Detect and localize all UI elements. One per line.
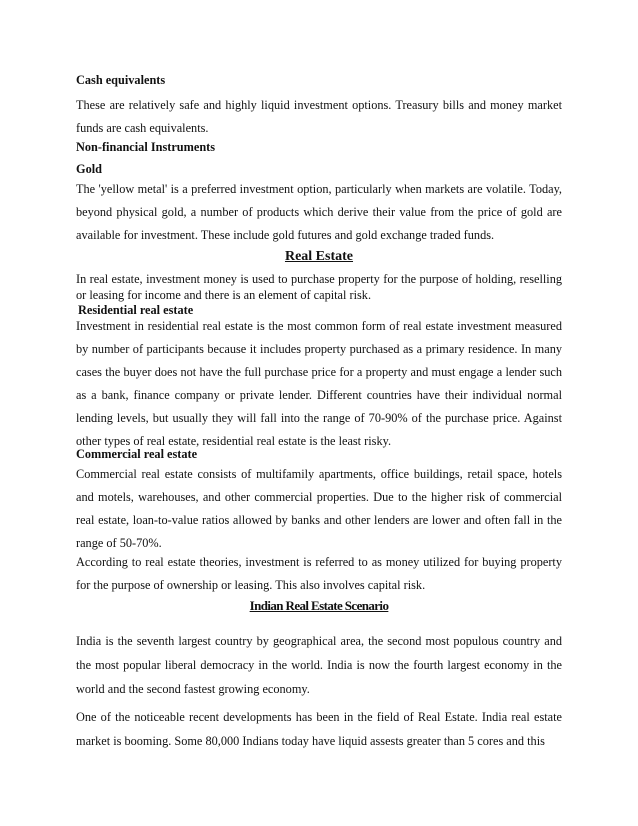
gold-heading: Gold: [76, 162, 102, 176]
non-financial-heading: Non-financial Instruments: [76, 140, 216, 154]
commercial-text-2: According to real estate theories, investment is referred to as money utilized for buying property for the purpose of ownership or leasing. This also involves capital risk.: [76, 555, 562, 592]
gold-text: The 'yellow metal' is a preferred investment option, particularly when markets are volatile. Today, beyond physical gold, a number of products which derive their value from the price of gold are available for investment. These include gold futures and gold exchange traded funds.: [76, 182, 562, 242]
commercial-text: Commercial real estate consists of multifamily apartments, office buildings, retail space, hotels and motels, warehouses, and other commercial properties. Due to the higher risk of commercial real estate, loan-to-value ratios allowed by banks and other lenders are lower and often fall in the range of 50-70%.: [76, 467, 562, 550]
real-estate-title: Real Estate: [284, 249, 354, 264]
indian-scenario-para-1: India is the seventh largest country by geographical area, the second most populous country and the most popular liberal democracy in the world. India is now the fourth largest economy in the world and the second fastest growing economy.: [76, 634, 562, 696]
real-estate-text: In real estate, investment money is used to purchase property for the purpose of holding, reselling or leasing for income and there is an element of capital risk.: [76, 272, 562, 302]
indian-scenario-para-2: One of the noticeable recent developments has been in the field of Real Estate. India real estate market is booming. Some 80,000 Indians today have liquid assests greater than 5 cores and this: [76, 710, 562, 748]
commercial-heading: Commercial real estate: [76, 447, 198, 461]
cash-equivalents-heading: Cash equivalents: [76, 73, 166, 87]
indian-scenario-title: Indian Real Estate Scenario: [249, 598, 389, 613]
cash-equivalents-text: These are relatively safe and highly liquid investment options. Treasury bills and money market funds are cash equivalents.: [76, 98, 562, 135]
residential-text: Investment in residential real estate is the most common form of real estate investment measured by number of participants because it includes property purchased as a primary residence. In many cases the buyer does not have the full purchase price for a property and must engage a lender such as a bank, finance company or private lender. Different countries have their individual normal lending levels, but usually they will fall into the range of 70-90% of the purchase price. Against other types of real estate, residential real estate is the least risky.: [76, 319, 562, 448]
residential-heading: Residential real estate: [78, 303, 194, 317]
